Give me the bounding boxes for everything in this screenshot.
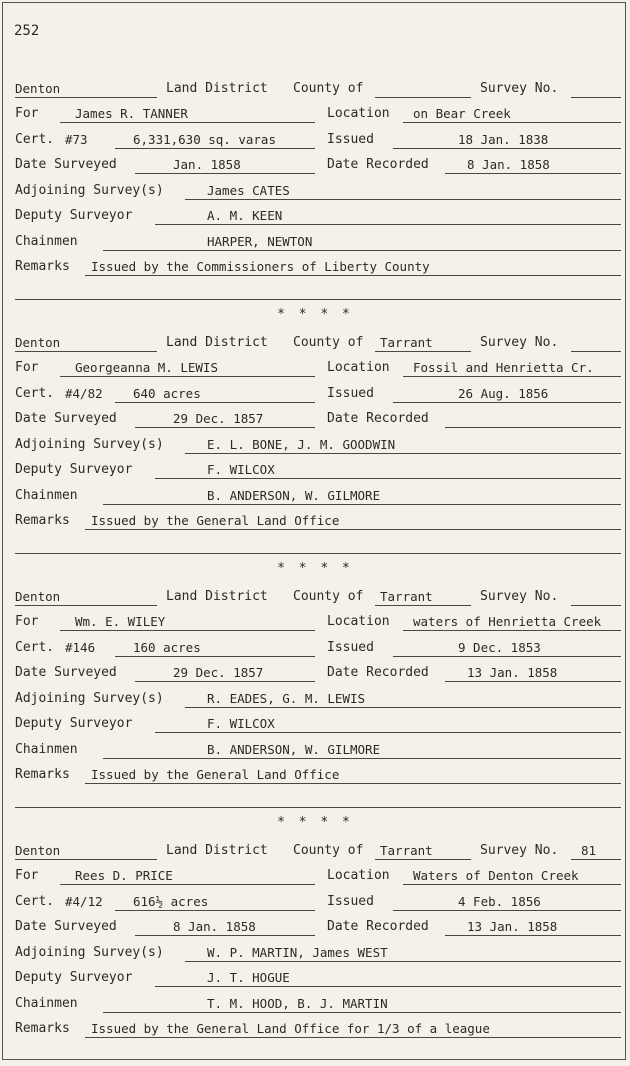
field-underline	[571, 859, 621, 860]
county-label: County of	[293, 80, 364, 96]
date-surveyed-label: Date Surveyed	[15, 665, 117, 680]
for-value: James R. TANNER	[75, 106, 188, 121]
district-value: Denton	[15, 842, 61, 858]
survey-no-label: Survey No.	[480, 80, 559, 96]
survey-record	[15, 328, 623, 532]
adjoining-label: Adjoining Survey(s)	[15, 944, 164, 960]
chainmen-value: B. ANDERSON, W. GILMORE	[207, 487, 381, 503]
county-value: Tarrant	[380, 842, 433, 858]
field-underline	[115, 402, 315, 403]
document-page	[2, 2, 626, 1060]
county-label: County of	[293, 334, 364, 350]
adjoining-value: James CATES	[207, 182, 290, 198]
field-underline	[85, 1037, 621, 1038]
adjoining-label: Adjoining Survey(s)	[15, 182, 164, 198]
field-underline	[15, 605, 157, 606]
field-underline	[185, 961, 621, 962]
adjoining-label: Adjoining Survey(s)	[15, 690, 164, 706]
blank-continuation-line	[15, 807, 621, 808]
date-surveyed-value: 8 Jan. 1858	[173, 919, 256, 934]
field-underline	[445, 427, 621, 428]
field-underline	[103, 250, 621, 251]
date-surveyed-value: 29 Dec. 1857	[173, 411, 264, 426]
field-underline	[15, 351, 157, 352]
field-underline	[571, 605, 621, 606]
issued-label: Issued	[327, 893, 374, 909]
row-cert	[15, 887, 623, 913]
remarks-value: Issued by the General Land Office	[91, 767, 340, 782]
deputy-surveyor-label: Deputy Surveyor	[15, 716, 133, 731]
row-dates	[15, 659, 623, 685]
issued-value: 26 Aug. 1856	[458, 385, 549, 401]
field-underline	[403, 122, 621, 123]
row-remarks	[15, 1015, 623, 1041]
blank-continuation-line	[15, 299, 621, 300]
land-district-label: Land District	[166, 842, 268, 858]
district-value: Denton	[15, 334, 61, 350]
deputy-surveyor-value: J. T. HOGUE	[207, 970, 290, 985]
record-separator: * * * *	[277, 815, 353, 830]
field-underline	[571, 97, 621, 98]
row-dates	[15, 913, 623, 939]
for-value: Georgeanna M. LEWIS	[75, 360, 218, 375]
date-recorded-value: 8 Jan. 1858	[467, 157, 550, 172]
row-for	[15, 862, 623, 888]
deputy-surveyor-label: Deputy Surveyor	[15, 970, 133, 985]
field-underline	[103, 758, 621, 759]
deputy-surveyor-label: Deputy Surveyor	[15, 208, 133, 223]
survey-record	[15, 74, 623, 278]
record-separator: * * * *	[277, 561, 353, 576]
deputy-surveyor-value: A. M. KEEN	[207, 208, 283, 223]
field-underline	[403, 376, 621, 377]
county-label: County of	[293, 842, 364, 858]
remarks-value: Issued by the General Land Office for 1/3 of a league	[91, 1021, 490, 1036]
field-underline	[445, 681, 621, 682]
row-deputy	[15, 964, 623, 990]
field-underline	[15, 859, 157, 860]
cert-value: #4/12	[65, 893, 103, 909]
survey-record	[15, 836, 623, 1040]
date-recorded-label: Date Recorded	[327, 157, 429, 172]
field-underline	[60, 630, 315, 631]
deputy-surveyor-label: Deputy Surveyor	[15, 462, 133, 477]
adjoining-label: Adjoining Survey(s)	[15, 436, 164, 452]
chainmen-label: Chainmen	[15, 741, 78, 757]
row-chainmen	[15, 227, 623, 253]
field-underline	[571, 351, 621, 352]
date-recorded-label: Date Recorded	[327, 665, 429, 680]
field-underline	[135, 935, 315, 936]
location-label: Location	[327, 614, 390, 629]
field-underline	[375, 859, 471, 860]
field-underline	[375, 605, 471, 606]
row-adjoining	[15, 176, 623, 202]
remarks-label: Remarks	[15, 1021, 70, 1036]
location-value: waters of Henrietta Creek	[413, 614, 602, 629]
county-label: County of	[293, 588, 364, 604]
date-recorded-label: Date Recorded	[327, 919, 429, 934]
remarks-label: Remarks	[15, 259, 70, 274]
adjoining-value: R. EADES, G. M. LEWIS	[207, 690, 366, 706]
field-underline	[60, 376, 315, 377]
date-surveyed-label: Date Surveyed	[15, 919, 117, 934]
chainmen-value: B. ANDERSON, W. GILMORE	[207, 741, 381, 757]
field-underline	[403, 884, 621, 885]
field-underline	[115, 148, 315, 149]
field-underline	[375, 97, 471, 98]
district-value: Denton	[15, 80, 61, 96]
field-underline	[393, 148, 621, 149]
field-underline	[185, 199, 621, 200]
row-for	[15, 354, 623, 380]
row-district	[15, 328, 623, 354]
field-underline	[85, 529, 621, 530]
field-underline	[135, 681, 315, 682]
field-underline	[115, 910, 315, 911]
land-district-label: Land District	[166, 588, 268, 604]
issued-label: Issued	[327, 639, 374, 655]
for-label: For	[15, 868, 39, 883]
survey-record	[15, 582, 623, 786]
for-label: For	[15, 106, 39, 121]
row-for	[15, 608, 623, 634]
row-adjoining	[15, 684, 623, 710]
issued-value: 18 Jan. 1838	[458, 131, 549, 147]
row-cert	[15, 125, 623, 151]
remarks-value: Issued by the General Land Office	[91, 513, 340, 528]
row-remarks	[15, 253, 623, 279]
field-underline	[445, 173, 621, 174]
cert-label: Cert.	[15, 131, 55, 147]
cert-value: #146	[65, 639, 96, 655]
row-dates	[15, 151, 623, 177]
location-label: Location	[327, 106, 390, 121]
row-remarks	[15, 507, 623, 533]
field-underline	[403, 630, 621, 631]
for-value: Rees D. PRICE	[75, 868, 173, 883]
land-district-label: Land District	[166, 334, 268, 350]
cert-label: Cert.	[15, 639, 55, 655]
row-cert	[15, 379, 623, 405]
county-value: Tarrant	[380, 588, 433, 604]
chainmen-label: Chainmen	[15, 487, 78, 503]
issued-value: 4 Feb. 1856	[458, 893, 541, 909]
field-underline	[155, 478, 621, 479]
survey-no-label: Survey No.	[480, 334, 559, 350]
remarks-value: Issued by the Commissioners of Liberty County	[91, 259, 430, 274]
county-value: Tarrant	[380, 334, 433, 350]
cert-value: #4/82	[65, 385, 103, 401]
chainmen-value: HARPER, NEWTON	[207, 233, 313, 249]
issued-value: 9 Dec. 1853	[458, 639, 541, 655]
for-value: Wm. E. WILEY	[75, 614, 166, 629]
field-underline	[103, 504, 621, 505]
field-underline	[15, 97, 157, 98]
field-underline	[85, 275, 621, 276]
page-number: 252	[14, 23, 40, 39]
record-separator: * * * *	[277, 307, 353, 322]
deputy-surveyor-value: F. WILCOX	[207, 462, 275, 477]
location-value: on Bear Creek	[413, 106, 511, 121]
field-underline	[60, 884, 315, 885]
date-surveyed-label: Date Surveyed	[15, 157, 117, 172]
location-label: Location	[327, 868, 390, 883]
remarks-label: Remarks	[15, 767, 70, 782]
area-value: 6,331,630 sq. varas	[133, 131, 276, 147]
field-underline	[60, 122, 315, 123]
land-district-label: Land District	[166, 80, 268, 96]
adjoining-value: E. L. BONE, J. M. GOODWIN	[207, 436, 396, 452]
district-value: Denton	[15, 588, 61, 604]
location-value: Waters of Denton Creek	[413, 868, 579, 883]
chainmen-label: Chainmen	[15, 995, 78, 1011]
date-recorded-label: Date Recorded	[327, 411, 429, 426]
field-underline	[375, 351, 471, 352]
field-underline	[155, 732, 621, 733]
row-chainmen	[15, 989, 623, 1015]
field-underline	[445, 935, 621, 936]
area-value: 640 acres	[133, 385, 201, 401]
row-cert	[15, 633, 623, 659]
row-deputy	[15, 456, 623, 482]
field-underline	[185, 707, 621, 708]
row-district	[15, 74, 623, 100]
row-deputy	[15, 202, 623, 228]
chainmen-label: Chainmen	[15, 233, 78, 249]
field-underline	[393, 910, 621, 911]
date-recorded-value: 13 Jan. 1858	[467, 665, 558, 680]
date-surveyed-label: Date Surveyed	[15, 411, 117, 426]
date-recorded-value: 13 Jan. 1858	[467, 919, 558, 934]
area-value: 616½ acres	[133, 893, 209, 909]
row-adjoining	[15, 938, 623, 964]
location-label: Location	[327, 360, 390, 375]
for-label: For	[15, 360, 39, 375]
field-underline	[85, 783, 621, 784]
location-value: Fossil and Henrietta Cr.	[413, 360, 594, 375]
remarks-label: Remarks	[15, 513, 70, 528]
row-adjoining	[15, 430, 623, 456]
cert-value: #73	[65, 131, 88, 147]
row-for	[15, 100, 623, 126]
survey-no-value: 81	[581, 842, 597, 858]
blank-continuation-line	[15, 553, 621, 554]
area-value: 160 acres	[133, 639, 201, 655]
cert-label: Cert.	[15, 385, 55, 401]
date-surveyed-value: 29 Dec. 1857	[173, 665, 264, 680]
field-underline	[135, 173, 315, 174]
field-underline	[115, 656, 315, 657]
for-label: For	[15, 614, 39, 629]
survey-no-label: Survey No.	[480, 842, 559, 858]
field-underline	[155, 224, 621, 225]
row-chainmen	[15, 481, 623, 507]
field-underline	[103, 1012, 621, 1013]
survey-no-label: Survey No.	[480, 588, 559, 604]
row-deputy	[15, 710, 623, 736]
deputy-surveyor-value: F. WILCOX	[207, 716, 275, 731]
field-underline	[393, 402, 621, 403]
field-underline	[135, 427, 315, 428]
row-dates	[15, 405, 623, 431]
issued-label: Issued	[327, 385, 374, 401]
chainmen-value: T. M. HOOD, B. J. MARTIN	[207, 995, 388, 1011]
field-underline	[155, 986, 621, 987]
row-chainmen	[15, 735, 623, 761]
cert-label: Cert.	[15, 893, 55, 909]
row-district	[15, 836, 623, 862]
field-underline	[185, 453, 621, 454]
adjoining-value: W. P. MARTIN, James WEST	[207, 944, 388, 960]
row-district	[15, 582, 623, 608]
row-remarks	[15, 761, 623, 787]
issued-label: Issued	[327, 131, 374, 147]
field-underline	[393, 656, 621, 657]
date-surveyed-value: Jan. 1858	[173, 157, 241, 172]
